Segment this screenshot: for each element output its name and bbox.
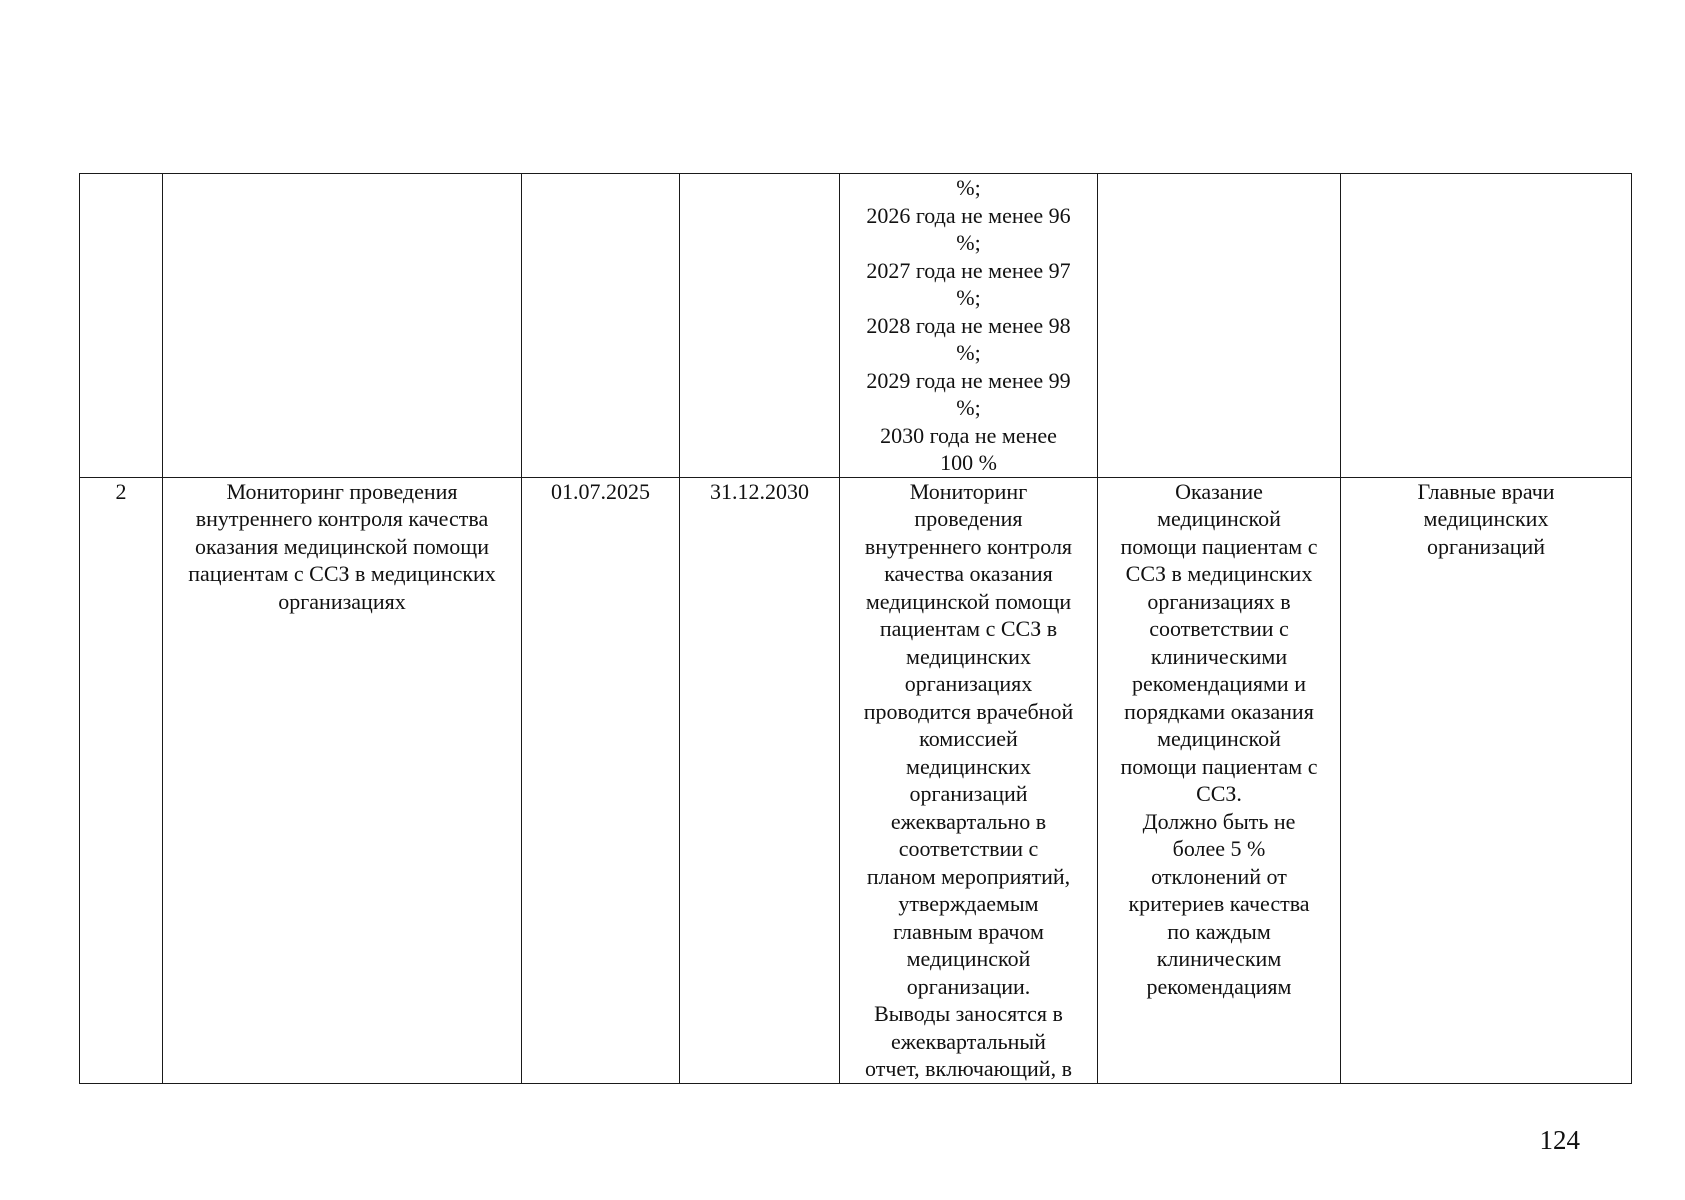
text-line: комиссией	[919, 726, 1018, 751]
text-line: клиническим	[1156, 946, 1282, 971]
end-date-cell	[680, 174, 840, 478]
text-line: ССЗ.	[1196, 781, 1242, 806]
text-line: %;	[956, 175, 981, 200]
text-line: медицинской помощи	[865, 588, 1072, 614]
text-line: критериев качества	[1128, 891, 1310, 916]
start-date-cell: 01.07.2025	[522, 477, 680, 1083]
text-line: помощи пациентам с	[1120, 753, 1318, 779]
text-line: проводится врачебной	[863, 698, 1074, 724]
text-line: ежеквартальный	[891, 1028, 1046, 1054]
text-line: %;	[956, 395, 981, 420]
text-line: 2028 года не менее 98	[866, 312, 1071, 338]
text-line: Должно быть не	[1142, 808, 1296, 834]
text-line: помощи пациентам с	[1120, 533, 1318, 559]
activities-table	[79, 173, 1632, 1084]
text-line: Оказание	[1175, 478, 1263, 504]
text-line: отчет, включающий, в	[865, 1056, 1072, 1081]
targets-cell	[840, 174, 1098, 478]
responsible-cell	[1341, 477, 1632, 1083]
activity-cell: Мониторинг проведения внутреннего контроля качества оказания медицинской помощи пациентам с ССЗ в медицинских организациях	[163, 477, 522, 1083]
page-number: 124	[1539, 1125, 1580, 1155]
text-line: %;	[956, 230, 981, 255]
text-line: Выводы заносятся в	[874, 1001, 1063, 1026]
text-line: Мониторинг	[909, 478, 1028, 504]
text-line: организаций	[1426, 533, 1546, 559]
text-line: медицинских	[906, 643, 1031, 669]
text-line: 2030 года не менее	[880, 422, 1057, 448]
text-line: медицинских	[1423, 506, 1549, 531]
text-line: проведения	[914, 506, 1023, 531]
number-cell	[80, 174, 163, 478]
result-cell	[1098, 174, 1341, 478]
table-row	[80, 477, 1632, 1083]
text-line: более 5 %	[1172, 836, 1266, 861]
text-line: соответствии с	[1149, 616, 1289, 641]
text-line: %;	[956, 340, 981, 365]
result-cell	[1098, 477, 1341, 1083]
text-line: медицинской	[1157, 506, 1281, 531]
text-line: 2026 года не менее 96	[866, 202, 1071, 228]
text-line: рекомендациями и	[1132, 671, 1306, 696]
text-line: организаций	[909, 781, 1028, 806]
text-line: главным врачом	[893, 918, 1044, 944]
activity-cell	[163, 174, 522, 478]
responsible-cell	[1341, 174, 1632, 478]
text-line: медицинских	[906, 753, 1031, 779]
text-line: клиническими	[1150, 643, 1288, 669]
text-line: утверждаемым	[898, 891, 1039, 916]
text-line: 100 %	[940, 450, 997, 475]
text-line: порядками оказания	[1124, 698, 1314, 724]
text-line: качества оказания	[884, 561, 1053, 586]
text-line: ежеквартально в	[890, 808, 1047, 834]
text-line: ССЗ в медицинских	[1125, 561, 1313, 586]
text-line: медицинской	[1157, 726, 1281, 751]
text-line: соответствии с	[898, 836, 1039, 861]
text-line: 2027 года не менее 97	[866, 257, 1071, 283]
text-line: медицинской	[906, 946, 1031, 971]
table-row	[80, 174, 1632, 478]
text-line: 2029 года не менее 99	[866, 367, 1071, 393]
text-line: Главные врачи	[1417, 478, 1555, 504]
description-cell	[840, 477, 1098, 1083]
text-line: %;	[956, 285, 981, 310]
text-line: отклонений от	[1151, 863, 1287, 889]
text-line: организациях в	[1147, 588, 1291, 614]
text-line: рекомендациям	[1146, 973, 1292, 999]
text-line: организациях	[904, 671, 1033, 696]
end-date-cell: 31.12.2030	[680, 477, 840, 1083]
text-line: организации.	[906, 973, 1031, 999]
number-cell: 2	[80, 477, 163, 1083]
text-line: внутреннего контроля	[864, 533, 1073, 559]
text-line: планом мероприятий,	[866, 863, 1071, 889]
start-date-cell	[522, 174, 680, 478]
text-line: по каждым	[1167, 918, 1271, 944]
text-line: пациентам с ССЗ в	[879, 616, 1058, 641]
